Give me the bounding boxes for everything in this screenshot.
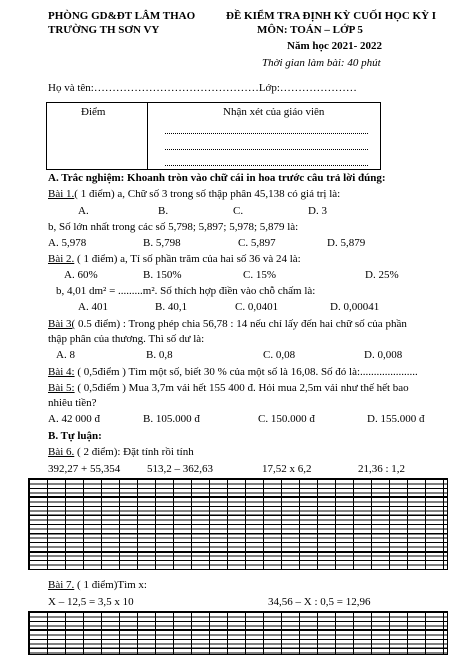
q1a-option-a: A. [78, 205, 89, 217]
q5-option-b: B. 105.000 đ [143, 413, 200, 425]
q2a-option-b: B. 150% [143, 269, 182, 281]
q7-item-2: 34,56 – X : 0,5 = 12,96 [268, 596, 371, 608]
q1b-option-c: C. 5,897 [238, 237, 276, 249]
teacher-comment-label: Nhận xét của giáo viên [223, 106, 325, 118]
q2a-option-a: A. 60% [64, 269, 98, 281]
question-5-text-cont: nhiêu tiền? [48, 397, 97, 409]
question-2-text: ( 1 điểm) a, Tỉ số phần trăm của hai số 36 và 24 là: [74, 253, 301, 265]
q3-option-d: D. 0,008 [364, 349, 403, 361]
question-1-text: ( 1 điểm) a, Chữ số 3 trong số thập phân 45,138 có giá trị là: [74, 188, 341, 200]
question-7 [48, 579, 147, 591]
q1a-option-d: D. 3 [308, 205, 327, 217]
question-5 [48, 382, 409, 394]
question-2b-text: b, 4,01 dm² = .........m². Số thích hợp điền vào chỗ chấm là: [56, 285, 316, 297]
question-4 [48, 366, 418, 378]
question-6-label: Bài 6. [48, 446, 75, 458]
q2b-option-a: A. 401 [78, 301, 108, 313]
q5-option-d: D. 155.000 đ [367, 413, 425, 425]
school-year: Năm học 2021- 2022 [287, 40, 383, 52]
part-a-title: A. Trắc nghiệm: Khoanh tròn vào chữ cái in hoa trước câu trả lời đúng: [48, 172, 386, 184]
q1a-option-b: B. [158, 205, 169, 217]
q1b-option-b: B. 5,798 [143, 237, 181, 249]
exam-time: Thời gian làm bài: 40 phút [262, 57, 381, 69]
question-3-label: Bài 3( [48, 318, 76, 330]
question-3-text: 0.5 điểm) : Trong phép chia 56,78 : 14 nếu chỉ lấy đến hai chữ số của phần [75, 318, 407, 330]
question-3 [48, 318, 407, 330]
question-1-label: Bài 1. [48, 188, 75, 200]
q1b-option-d: D. 5,879 [327, 237, 366, 249]
q2b-option-d: D. 0,00041 [330, 301, 380, 313]
q3-option-b: B. 0,8 [146, 349, 173, 361]
q7-item-1: X – 12,5 = 3,5 x 10 [48, 596, 134, 608]
question-1 [48, 188, 340, 200]
grid-paper-workspace [28, 611, 448, 655]
q1a-option-c: C. [233, 205, 244, 217]
comment-dotted-line [165, 149, 368, 150]
grid-paper-workspace [28, 478, 448, 570]
part-b-title: B. Tự luận: [48, 430, 102, 442]
school-name: TRƯỜNG TH SƠN VY [48, 24, 160, 36]
question-3-text-cont: thập phân của thương. Thì số dư là: [48, 333, 205, 345]
score-label: Điểm [81, 106, 106, 118]
q3-option-a: A. 8 [56, 349, 75, 361]
question-6 [48, 446, 194, 458]
score-table-divider [147, 103, 148, 169]
score-table [46, 102, 381, 170]
q2b-option-b: B. 40,1 [155, 301, 188, 313]
exam-title: ĐỀ KIỂM TRA ĐỊNH KỲ CUỐI HỌC KỲ I [226, 10, 437, 22]
q6-item-2: 513,2 – 362,63 [147, 463, 213, 475]
question-4-text: ( 0,5điểm ) Tìm một số, biết 30 % của một số là 16,08. Số đó là:..................... [74, 366, 418, 378]
q5-option-c: C. 150.000 đ [258, 413, 315, 425]
q6-item-3: 17,52 x 6,2 [262, 463, 312, 475]
q2a-option-d: D. 25% [365, 269, 399, 281]
subject-title: MÔN: TOÁN – LỚP 5 [257, 24, 363, 36]
question-1b-text: b, Số lớn nhất trong các số 5,798; 5,897; 5,978; 5,879 là: [48, 221, 299, 233]
q6-item-1: 392,27 + 55,354 [48, 463, 121, 475]
q1b-option-a: A. 5,978 [48, 237, 87, 249]
question-2 [48, 253, 301, 265]
question-7-label: Bài 7. [48, 579, 75, 591]
q3-option-c: C. 0,08 [263, 349, 296, 361]
question-4-label: Bài 4: [48, 366, 75, 378]
question-7-text: ( 1 điểm)Tìm x: [74, 579, 147, 591]
question-5-text: ( 0,5điểm ) Mua 3,7m vải hết 155 400 đ. Hỏi mua 2,5m vải như thế hết bao [74, 382, 409, 394]
question-2-label: Bài 2. [48, 253, 75, 265]
question-6-text: ( 2 điểm): Đặt tính rồi tính [74, 446, 194, 458]
q2a-option-c: C. 15% [243, 269, 276, 281]
q6-item-4: 21,36 : 1,2 [358, 463, 406, 475]
comment-dotted-line [165, 165, 368, 166]
name-class-line: Họ và tên:………………………………………Lớp:………………… [48, 82, 357, 94]
school-office: PHÒNG GD&ĐT LÂM THAO [48, 10, 196, 22]
question-5-label: Bài 5: [48, 382, 75, 394]
q2b-option-c: C. 0,0401 [235, 301, 279, 313]
q5-option-a: A. 42 000 đ [48, 413, 100, 425]
comment-dotted-line [165, 133, 368, 134]
